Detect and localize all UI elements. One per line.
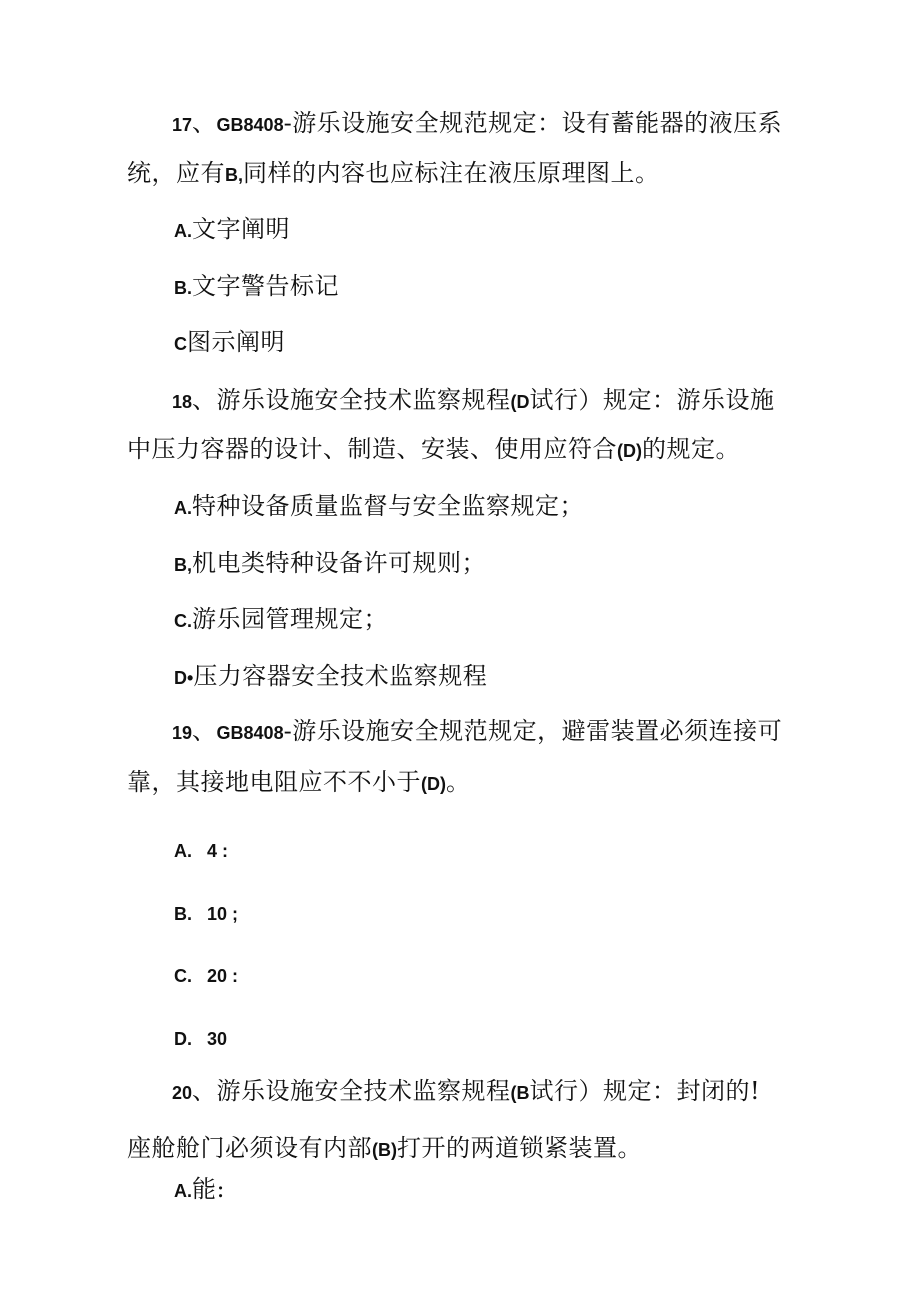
option-text: 图示阐明 [187,328,285,356]
q18-line-1 [172,385,775,417]
q18-answer-2: (D) [617,441,642,461]
q18-option-d [174,661,487,693]
q19-line2-text-a: 靠，其接地电阻应不不小于 [127,768,421,796]
q19-line1-text: -游乐设施安全规范规定，避雷装置必须连接可 [283,717,783,745]
q18-line1-text-a: 、游乐设施安全技术监察规程 [192,386,511,414]
q17-option-c [174,327,285,359]
q20-line2-text-b: 打开的两道锁紧装置。 [397,1134,642,1162]
q17-code: GB8408 [216,115,284,135]
q19-number: 19 [172,723,193,743]
option-letter: B. [174,278,192,298]
option-letter: D• [174,668,194,688]
option-text: 文字阐明 [192,215,290,243]
option-letter: A. [174,1181,192,1201]
q17-line2-text-a: 统，应有 [127,159,225,187]
option-text: 能: [192,1175,226,1203]
q17-option-a [174,214,290,246]
q20-answer-1: B [516,1083,530,1103]
q18-line1-text-b: 试行）规定：游乐设施 [529,386,775,414]
option-text: 压力容器安全技术监察规程 [193,662,488,690]
q20-line-2 [127,1133,642,1165]
q18-option-a [174,491,584,523]
q19-sep: 、 [192,717,217,745]
option-letter: C. [174,611,192,631]
q18-number: 18 [172,392,193,412]
q17-answer: B, [225,165,243,185]
q20-line1-text-a: 、游乐设施安全技术监察规程 [192,1077,511,1105]
q17-option-b [174,271,339,303]
option-letter: A. [174,498,192,518]
q19-code: GB8408 [216,723,284,743]
q17-line-2 [127,158,660,190]
q17-line-1 [172,108,782,140]
option-letter: B, [174,555,192,575]
q19-answer: (D) [421,774,446,794]
q19-option-a: A. 4 : [174,841,229,861]
option-text: 特种设备质量监督与安全监察规定； [192,492,584,520]
q20-line2-text-a: 座舱舱门必须设有内部 [127,1134,372,1162]
q18-line2-text-b: 的规定。 [642,435,740,463]
q18-line2-text-a: 中压力容器的设计、制造、安装、使用应符合 [127,435,617,463]
q19-option-b: B. 10 ; [174,904,239,924]
q19-option-c: C. 20 : [174,966,239,986]
q18-line-2 [127,434,740,466]
q19-option-d: D. 30 [174,1029,228,1049]
q18-paren: ( [510,392,517,412]
q20-line1-text-b: 试行）规定：封闭的! [529,1077,761,1105]
q17-sep: 、 [192,109,217,137]
q20-answer-2: (B) [372,1140,397,1160]
q18-option-b [174,548,486,580]
q18-option-c [174,604,388,636]
q17-number: 17 [172,115,193,135]
q20-option-a [174,1174,225,1206]
q17-line1-text: -游乐设施安全规范规定：设有蓄能器的液压系 [283,109,783,137]
option-text: 机电类特种设备许可规则； [192,549,486,577]
q20-line-1 [172,1076,760,1108]
q18-answer-1: D [516,392,530,412]
option-text: 游乐园管理规定； [192,605,388,633]
q19-line-1 [172,716,782,748]
option-letter: A. [174,221,192,241]
q19-line-2 [127,767,471,799]
option-text: 文字警告标记 [192,272,339,300]
q19-line2-text-b: 。 [446,768,471,796]
q17-line2-text-b: 同样的内容也应标注在液压原理图上。 [243,159,660,187]
q20-number: 20 [172,1083,193,1103]
option-letter: C [174,334,187,354]
q20-paren: ( [510,1083,517,1103]
